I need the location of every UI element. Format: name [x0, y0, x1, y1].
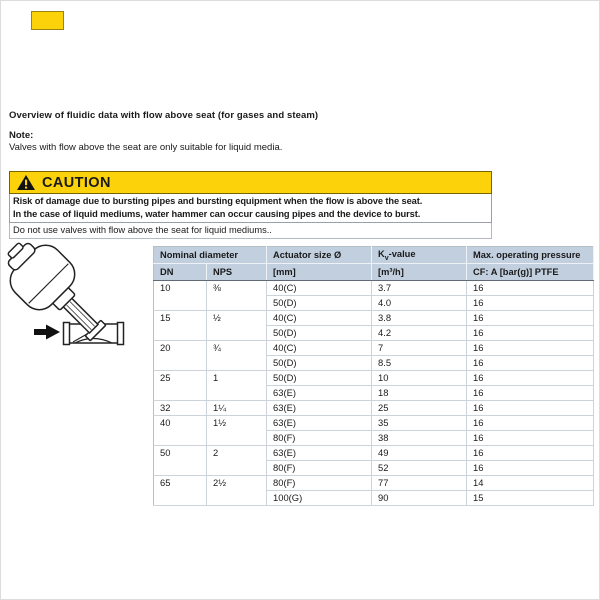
pressure-cell: 16 [467, 446, 594, 461]
kv-cell: 4.2 [372, 326, 467, 341]
nps-cell: ⅜ [207, 281, 267, 311]
actuator-cell: 80(F) [267, 461, 372, 476]
actuator-cell: 50(D) [267, 326, 372, 341]
col-m3h: [m³/h] [372, 264, 467, 281]
col-nps: NPS [207, 264, 267, 281]
actuator-cell: 80(F) [267, 476, 372, 491]
kv-cell: 3.8 [372, 311, 467, 326]
table-row [154, 311, 594, 326]
col-actuator-size: Actuator size Ø [267, 247, 372, 264]
kv-cell: 49 [372, 446, 467, 461]
col-nominal-diameter: Nominal diameter [154, 247, 267, 264]
pressure-cell: 16 [467, 416, 594, 431]
col-cf: CF: A [bar(g)] PTFE [467, 264, 594, 281]
pressure-cell: 16 [467, 386, 594, 401]
actuator-cell: 50(D) [267, 296, 372, 311]
nps-cell: 2 [207, 446, 267, 476]
dn-cell: 10 [154, 281, 207, 311]
pressure-cell: 16 [467, 296, 594, 311]
col-max-pressure: Max. operating pressure [467, 247, 594, 264]
nps-cell: 1¼ [207, 401, 267, 416]
caution-banner [9, 171, 492, 194]
pressure-cell: 16 [467, 281, 594, 296]
kv-suffix: -value [388, 248, 416, 259]
kv-cell: 10 [372, 371, 467, 386]
pressure-cell: 14 [467, 476, 594, 491]
page-title: Overview of fluidic data with flow above seat (for gases and steam) [9, 110, 319, 121]
table-row [154, 476, 594, 491]
col-kv-value [372, 247, 467, 264]
kv-cell: 3.7 [372, 281, 467, 296]
table-row [154, 416, 594, 431]
dn-cell: 50 [154, 446, 207, 476]
caution-title: CAUTION [42, 174, 111, 191]
risk-line-1: Risk of damage due to bursting pipes and bursting equipment when the flow is above the seat. [13, 196, 423, 206]
pressure-cell: 16 [467, 461, 594, 476]
kv-cell: 7 [372, 341, 467, 356]
fluidic-data-table [153, 246, 594, 506]
actuator-cell: 100(G) [267, 491, 372, 506]
table-row [154, 281, 594, 296]
nps-cell: 1 [207, 371, 267, 401]
kv-cell: 77 [372, 476, 467, 491]
nps-cell: 2½ [207, 476, 267, 506]
warning-triangle-icon [17, 175, 35, 190]
risk-line-2: In the case of liquid mediums, water hammer can occur causing pipes and the device to burst. [13, 209, 421, 219]
instruction-text: Do not use valves with flow above the seat for liquid mediums.. [13, 225, 272, 235]
instruction-box [9, 223, 492, 239]
yellow-tag-icon [31, 11, 64, 30]
flow-arrow-icon [34, 325, 60, 340]
actuator-cell: 80(F) [267, 431, 372, 446]
actuator-cell: 63(E) [267, 386, 372, 401]
dn-cell: 25 [154, 371, 207, 401]
dn-cell: 15 [154, 311, 207, 341]
kv-cell: 25 [372, 401, 467, 416]
kv-cell: 8.5 [372, 356, 467, 371]
pressure-cell: 16 [467, 356, 594, 371]
note-label: Note: [9, 130, 34, 141]
kv-cell: 38 [372, 431, 467, 446]
col-mm: [mm] [267, 264, 372, 281]
kv-cell: 4.0 [372, 296, 467, 311]
kv-cell: 35 [372, 416, 467, 431]
actuator-cell: 63(E) [267, 401, 372, 416]
nps-cell: ¾ [207, 341, 267, 371]
pressure-cell: 16 [467, 326, 594, 341]
kv-cell: 52 [372, 461, 467, 476]
dn-cell: 65 [154, 476, 207, 506]
table-row [154, 341, 594, 356]
nps-cell: ½ [207, 311, 267, 341]
kv-prefix: K [378, 248, 385, 259]
pressure-cell: 15 [467, 491, 594, 506]
risk-box [9, 194, 492, 223]
nps-cell: 1½ [207, 416, 267, 446]
table-row [154, 401, 594, 416]
actuator-cell: 40(C) [267, 311, 372, 326]
pressure-cell: 16 [467, 371, 594, 386]
dn-cell: 40 [154, 416, 207, 446]
table-row [154, 371, 594, 386]
pressure-cell: 16 [467, 401, 594, 416]
actuator-cell: 63(E) [267, 446, 372, 461]
actuator-cell: 50(D) [267, 371, 372, 386]
dn-cell: 32 [154, 401, 207, 416]
table-row [154, 446, 594, 461]
actuator-cell: 63(E) [267, 416, 372, 431]
pressure-cell: 16 [467, 311, 594, 326]
note-text: Valves with flow above the seat are only suitable for liquid media. [9, 142, 283, 153]
actuator-cell: 50(D) [267, 356, 372, 371]
pressure-cell: 16 [467, 341, 594, 356]
kv-subscript: v [384, 254, 389, 262]
valve-illustration [3, 239, 138, 359]
kv-cell: 90 [372, 491, 467, 506]
kv-cell: 18 [372, 386, 467, 401]
actuator-cell: 40(C) [267, 281, 372, 296]
pressure-cell: 16 [467, 431, 594, 446]
actuator-cell: 40(C) [267, 341, 372, 356]
col-dn: DN [154, 264, 207, 281]
dn-cell: 20 [154, 341, 207, 371]
